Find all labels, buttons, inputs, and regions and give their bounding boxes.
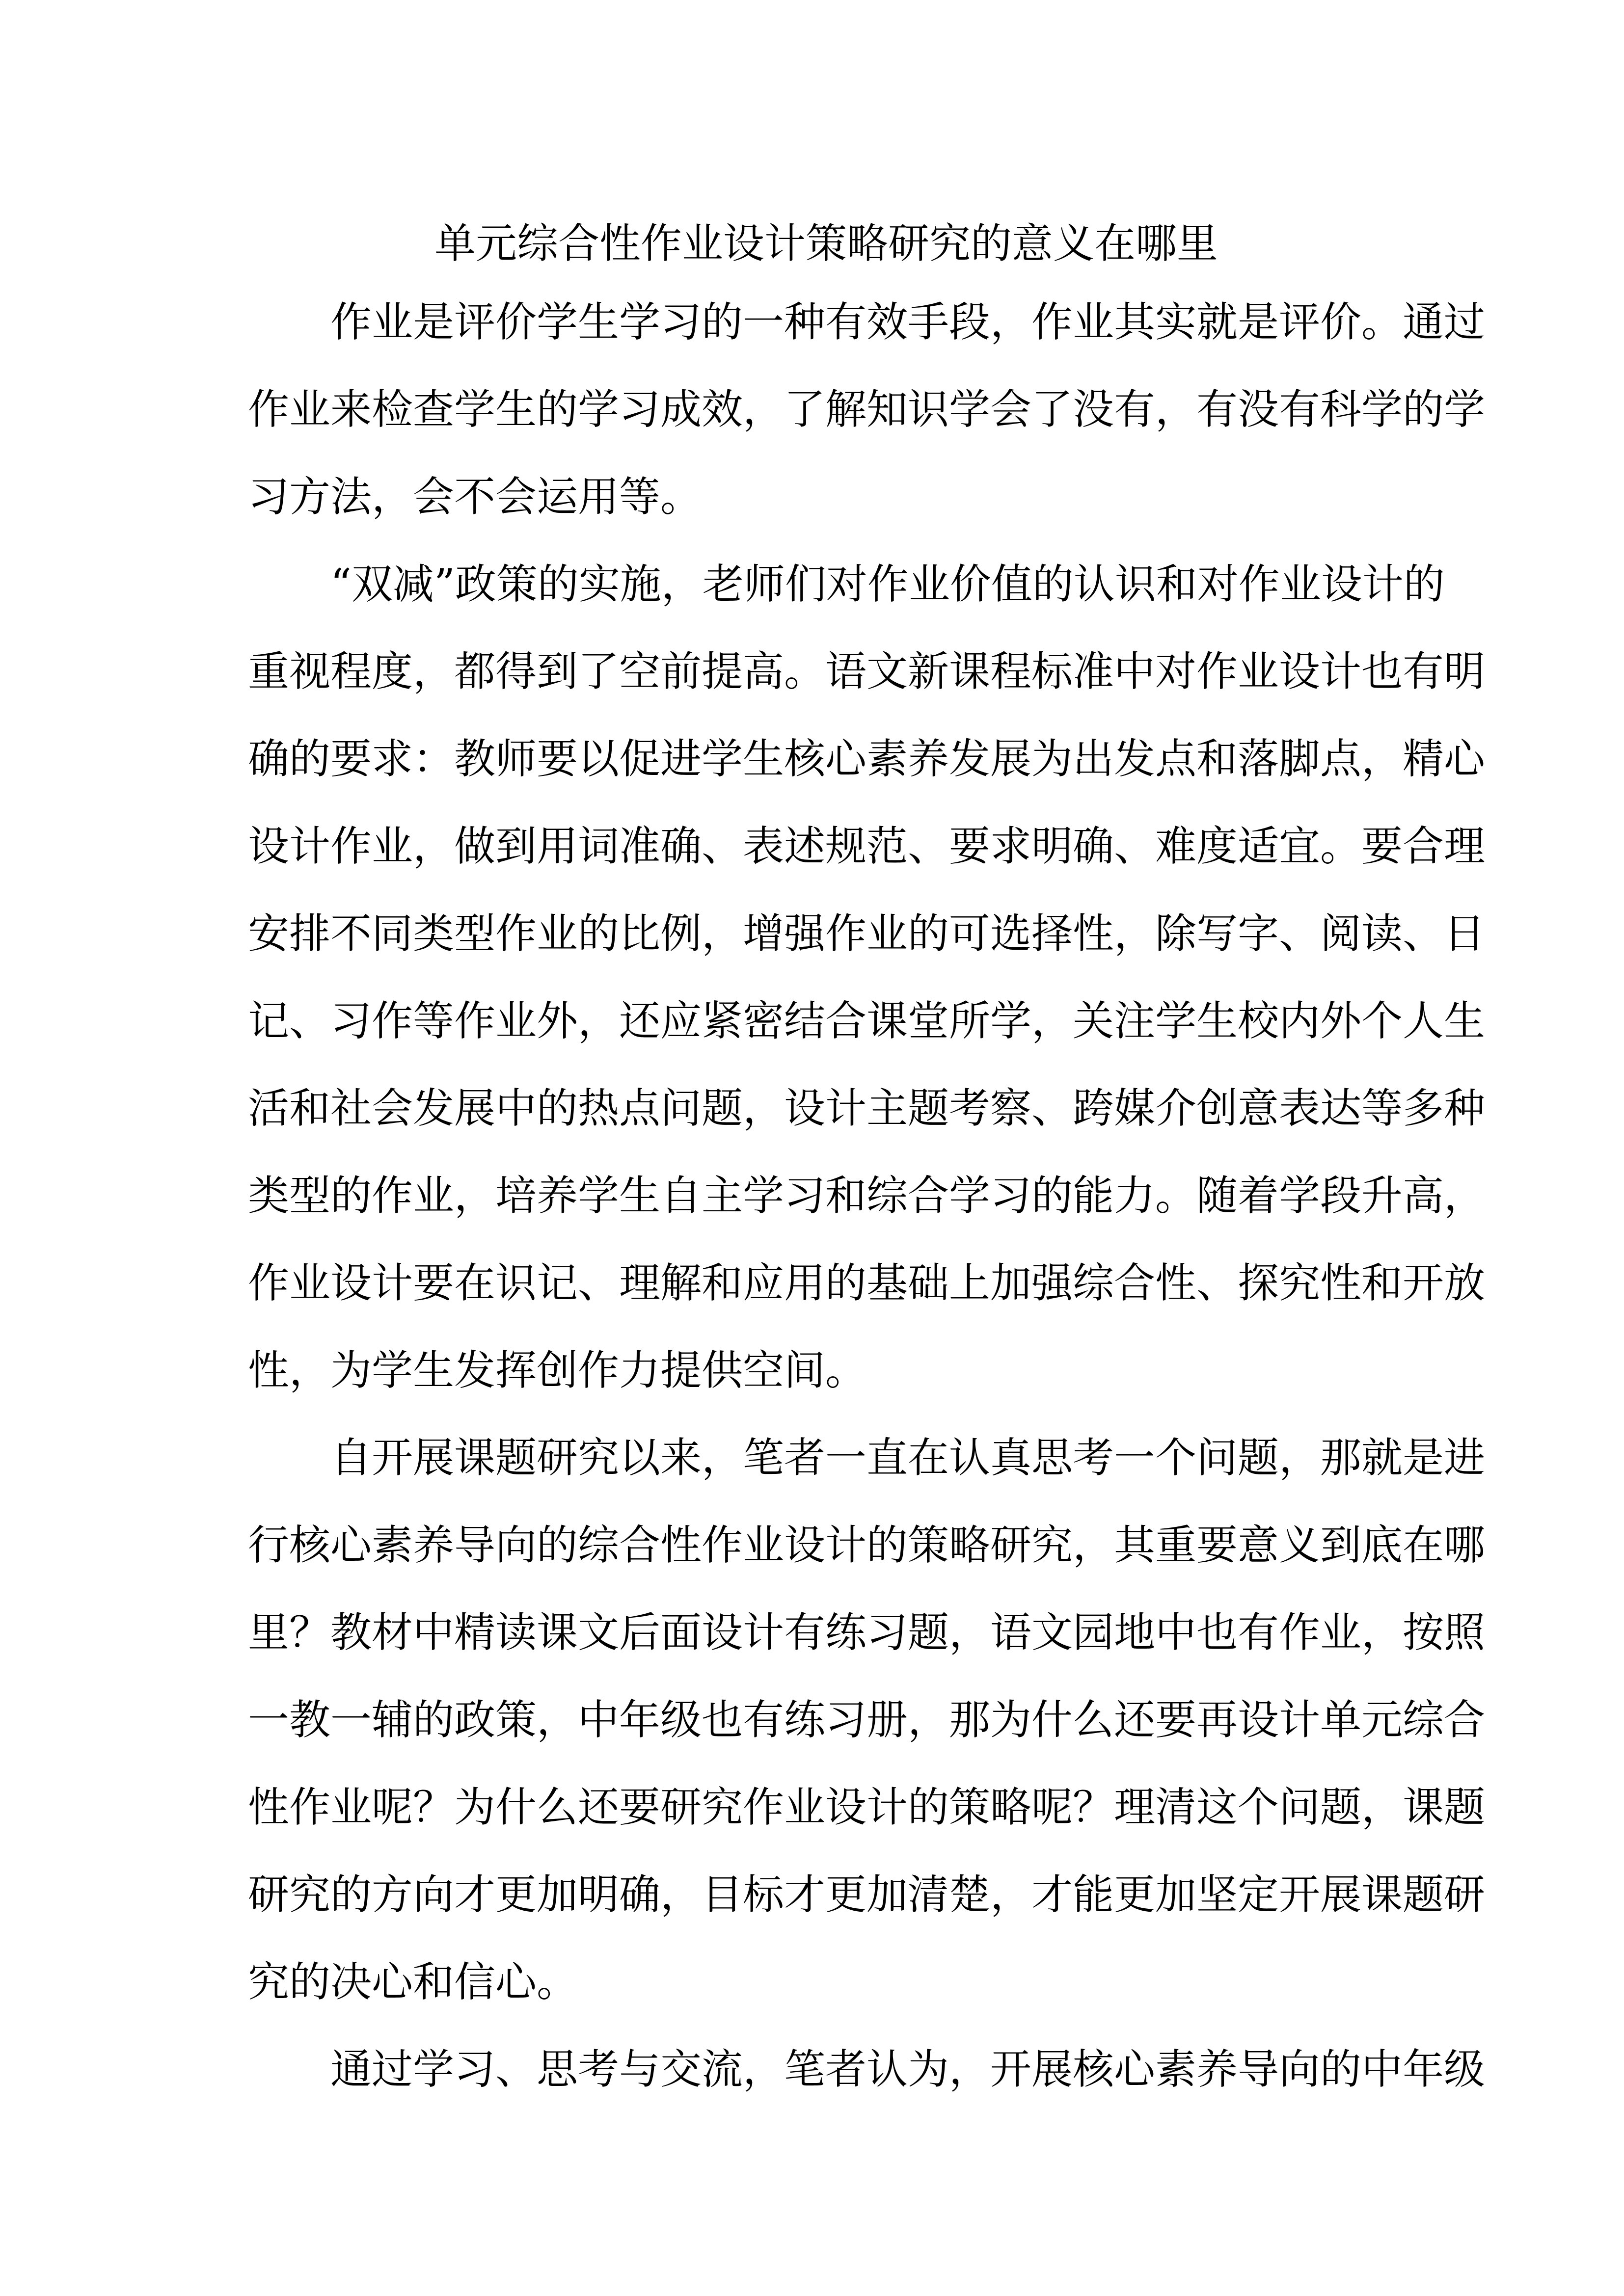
document-body	[248, 209, 1486, 2113]
paragraph-line: 作业来检查学生的学习成效，了解知识学会了没有，有没有科学的学	[248, 385, 1486, 433]
paragraph-1	[248, 278, 1486, 540]
paragraph-line: 记、习作等作业外，还应紧密结合课堂所学，关注学生校内外个人生	[248, 997, 1486, 1045]
paragraph-line: 通过学习、思考与交流，笔者认为，开展核心素养导向的中年级	[330, 2045, 1486, 2093]
paragraph-line: 设计作业，做到用词准确、表述规范、要求明确、难度适宜。要合理	[248, 822, 1486, 870]
paragraph-line: 性作业呢？为什么还要研究作业设计的策略呢？理清这个问题，课题	[248, 1783, 1486, 1831]
paragraph-line: 性，为学生发挥创作力提供空间。	[248, 1346, 867, 1394]
paragraph-line: 里？教材中精读课文后面设计有练习题，语文园地中也有作业，按照	[248, 1608, 1486, 1656]
paragraph-line: 自开展课题研究以来，笔者一直在认真思考一个问题，那就是进	[330, 1434, 1486, 1482]
paragraph-line: 安排不同类型作业的比例，增强作业的可选择性，除写字、阅读、日	[248, 909, 1486, 958]
paragraph-line: 作业设计要在识记、理解和应用的基础上加强综合性、探究性和开放	[248, 1259, 1486, 1307]
paragraph-line: 确的要求：教师要以促进学生核心素养发展为出发点和落脚点，精心	[248, 735, 1486, 783]
paragraph-line: 重视程度，都得到了空前提高。语文新课程标准中对作业设计也有明	[248, 647, 1486, 695]
paragraph-line: 一教一辅的政策，中年级也有练习册，那为什么还要再设计单元综合	[248, 1696, 1486, 1744]
paragraph-line: 类型的作业，培养学生自主学习和综合学习的能力。随着学段升高，	[248, 1172, 1486, 1220]
paragraph-3	[248, 1414, 1486, 2026]
document-title: 单元综合性作业设计策略研究的意义在哪里	[434, 219, 1218, 267]
paragraph-line: 活和社会发展中的热点问题，设计主题考察、跨媒介创意表达等多种	[248, 1084, 1486, 1132]
paragraph-line: 究的决心和信心。	[248, 1958, 578, 2006]
paragraph-line: “双减”政策的实施，老师们对作业价值的认识和对作业设计的	[330, 560, 1445, 608]
paragraph-line: 作业是评价学生学习的一种有效手段，作业其实就是评价。通过	[330, 298, 1486, 346]
paragraph-4	[248, 2026, 1486, 2113]
paragraph-2	[248, 540, 1486, 1414]
paragraph-line: 习方法，会不会运用等。	[248, 473, 702, 521]
paragraph-line: 研究的方向才更加明确，目标才更加清楚，才能更加坚定开展课题研	[248, 1870, 1486, 1919]
paragraph-line: 行核心素养导向的综合性作业设计的策略研究，其重要意义到底在哪	[248, 1521, 1486, 1569]
